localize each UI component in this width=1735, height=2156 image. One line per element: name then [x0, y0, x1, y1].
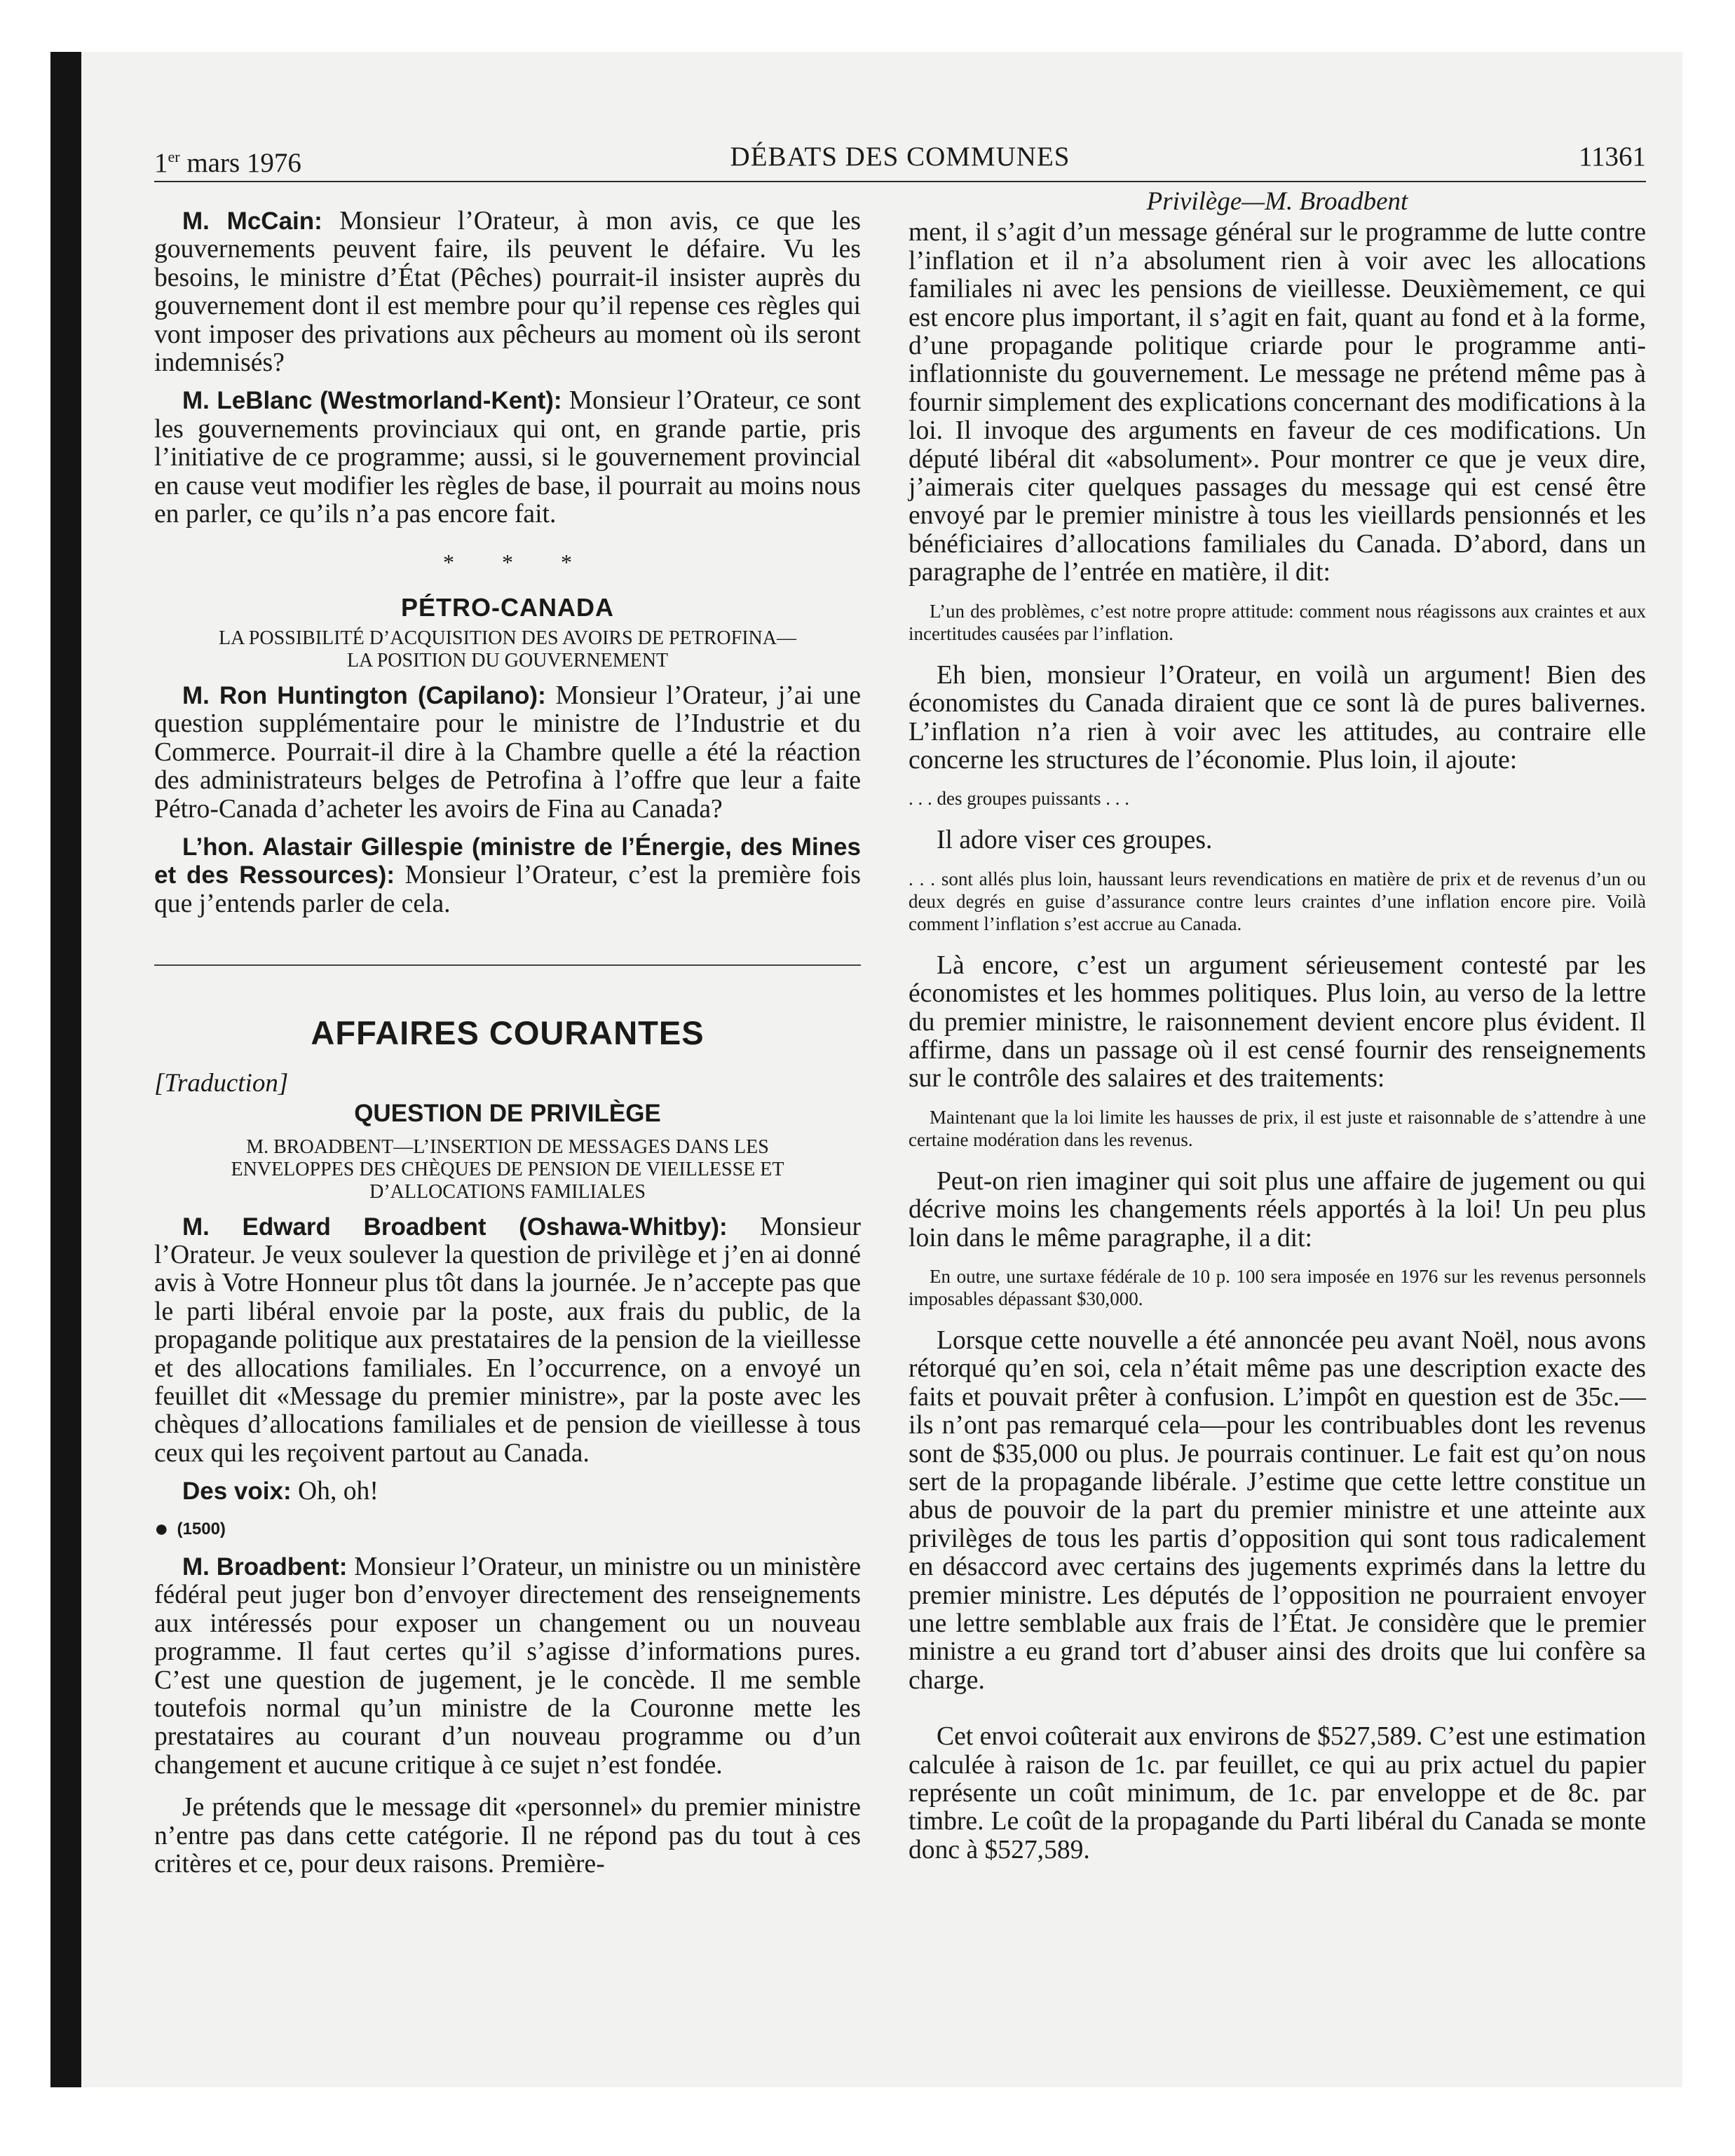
quotation: Maintenant que la loi limite les hausses de prix, il est juste et raisonnable de s’attendre à une certaine modération dans les revenus.: [909, 1106, 1646, 1150]
scan-edge-bar: [50, 52, 81, 2087]
section-title: PÉTRO-CANADA: [401, 592, 614, 622]
paragraph: Cet envoi coûterait aux environs de $527,589. C’est une estimation calculée à raison de 1c. par feuillet, ce qui au prix actuel du papier représente un coût minimum, de 1c. par enveloppe et de 8c. par timbre. Le coût de la propagande du Parti libéral du Canada se monte donc à $527,589.: [909, 1722, 1646, 1864]
quotation: En outre, une surtaxe fédérale de 10 p. 100 sera imposée en 1976 sur les revenus personnels imposables dépassant $30,000.: [909, 1265, 1646, 1309]
paragraph: Des voix: Oh, oh!: [182, 1477, 379, 1506]
paragraph: M. LeBlanc (Westmorland-Kent): Monsieur l’Orateur, ce sont les gouvernements provinciaux qui ont, en grande partie, pris l’initiative de ce programme; aussi, si le gouvernement provincial en cause veut modifier les règles de base, il pourrait au moins nous en parler, ce qu’ils n’a pas encore fait.: [154, 386, 862, 529]
paragraph: Lorsque cette nouvelle a été annoncée peu avant Noël, nous avons rétorqué qu’en soi, cela n’était même pas une description exacte des faits et pouvait prêter à confusion. L’impôt en question est de 35c.—ils n’ont pas remarqué cela—pour les contribuables dont les revenus sont de $35,000 ou plus. Je pourrais continuer. Le fait est qu’on nous sert de la propagande libérale. J’estime que cette lettre constitue un abus de pouvoir de la part du premier ministre et une atteinte aux privilèges de tous les partis d’opposition qui sont tous radicalement en désaccord avec certains des jugements exprimés dans la lettre du premier ministre. Les députés de l’opposition ne pourraient envoyer une lettre semblable aux frais de l’État. Je considère que le premier ministre a eu grand tort d’abuser ainsi des droits que lui confère sa charge.: [909, 1325, 1646, 1695]
header-page-number: 11361: [1578, 142, 1646, 172]
paragraph: Là encore, c’est un argument sérieusement contesté par les économistes et les hommes politiques. Plus loin, au verso de la lettre du premier ministre, le raisonnement devient encore plus évident. Il affirme, dans un passage où il est censé fournir des renseignements sur le contrôle des salaires et des traitements:: [909, 950, 1646, 1093]
paragraph: Je prétends que le message dit «personnel» du premier ministre n’entre pas dans cette catégorie. Il ne répond pas du tout à ces critères et ce, pour deux raisons. Première-: [154, 1793, 861, 1879]
bullet-dot-icon: ●: [154, 1515, 169, 1542]
speaker-name: M. Ron Huntington (Capilano):: [182, 681, 546, 709]
paragraph: M. Broadbent: Monsieur l’Orateur, un ministre ou un ministère fédéral peut juger bon d’envoyer directement des renseignements aux intéressés pour exposer un changement ou un nouveau programme. Il faut certes qu’il s’agisse d’informations pures. C’est une question de jugement, je le concède. Il me semble toutefois normal qu’un ministre de la Couronne mette les prestataires au courant d’un nouveau programme ou d’un changement et aucune critique à ce sujet n’est fondée.: [154, 1553, 861, 1780]
paragraph: ment, il s’agit d’un message général sur le programme de lutte contre l’inflation et il n’a absolument rien à voir avec les allocations familiales ni avec les pensions de vieillesse. Deuxièmement, ce qui est encore plus important, il s’agit en fait, quant au fond et à la forme, d’une propagande politique criarde pour le programme anti-inflationniste du gouvernement. Le message ne prétend même pas à fournir simplement des explications concernant des modifications à la loi. Il invoque des arguments en faveur de ces modifications. Un député libéral dit «absolument». Pour montrer ce que je veux dire, j’aimerais citer quelques passages du message qui est censé être envoyé par le premier ministre à tous les vieillards pensionnés et les bénéficiaires d’allocations familiales du Canada. D’abord, dans un paragraphe de l’entrée en matière, il dit:: [909, 218, 1646, 587]
section-title: AFFAIRES COURANTES: [311, 1014, 705, 1052]
translation-note: [Traduction]: [154, 1069, 289, 1098]
paragraph: M. McCain: Monsieur l’Orateur, à mon avis, ce que les gouvernements peuvent faire, ils peuvent le défaire. Vu les besoins, le ministre d’État (Pêches) pourrait-il insister auprès du gouvernement dont il est membre pour qu’il repense ces règles qui vont imposer des privations aux pêcheurs au moment où ils seront indemnisés?: [154, 207, 861, 378]
header-title: DÉBATS DES COMMUNES: [730, 142, 1070, 172]
paragraph: M. Edward Broadbent (Oshawa-Whitby): Monsieur l’Orateur. Je veux soulever la question de privilège et j’en ai donné avis à Votre Honneur plus tôt dans la journée. Je n’accepte pas que le parti libéral envoie par la poste, aux frais du public, de la propagande politique aux prestataires de la pension de la vieillesse et des allocations familiales. En l’occurrence, on a envoyé un feuillet dit «Message du premier ministre», par la poste avec les chèques d’allocations familiales et de pension de vieillesse à tous ceux qui les reçoivent partout au Canada.: [154, 1212, 862, 1468]
paragraph: Peut-on rien imaginer qui soit plus une affaire de jugement ou qui décrive moins les changements réels apportés à la loi! Un peu plus loin dans le même paragraphe, il a dit:: [909, 1166, 1646, 1253]
header-date: 1er mars 1976: [154, 148, 301, 178]
speaker-name: L’hon. Alastair Gillespie (ministre de l’Énergie, des Mines et des Ressources):: [154, 833, 861, 889]
speaker-name: Des voix:: [182, 1478, 292, 1506]
quotation: . . . sont allés plus loin, haussant leurs revendications en matière de prix et de revenus d’un ou deux degrés en guise d’assurance contre leurs craintes d’une inflation encore pire. Voilà comment l’inflation s’est accrue au Canada.: [909, 868, 1646, 934]
paragraph: L’hon. Alastair Gillespie (ministre de l’Énergie, des Mines et des Ressources): Monsieur l’Orateur, c’est la première fois que j’entends parler de cela.: [154, 833, 862, 918]
scanned-page: [50, 52, 1682, 2087]
page-header: [154, 140, 1646, 182]
quotation: L’un des problèmes, c’est notre propre attitude: comment nous réagissons aux craintes et aux incertitudes causées par l’inflation.: [909, 600, 1646, 644]
running-head: Privilège—M. Broadbent: [1146, 187, 1408, 216]
time-marker: ● (1500): [154, 1515, 226, 1542]
left-column: [154, 192, 861, 1878]
paragraph: Eh bien, monsieur l’Orateur, en voilà un argument! Bien des économistes du Canada diraient que ce sont là de pures balivernes. L’inflation n’a rien à voir avec les attitudes, au contraire elle concerne les structures de l’économie. Plus loin, il ajoute:: [909, 660, 1646, 775]
paragraph: M. Ron Huntington (Capilano): Monsieur l’Orateur, j’ai une question supplémentaire pour le ministre de l’Industrie et du Commerce. Pourrait-il dire à la Chambre quelle a été la réaction des administrateurs belges de Petrofina à l’offre que leur a faite Pétro-Canada d’acheter les avoirs de Fina au Canada?: [154, 681, 862, 824]
speaker-name: M. Broadbent:: [182, 1553, 348, 1581]
speaker-name: M. Edward Broadbent (Oshawa-Whitby):: [182, 1213, 728, 1241]
quotation: . . . des groupes puissants . . .: [909, 788, 1129, 810]
right-column: [909, 187, 1646, 1864]
section-divider: [154, 964, 861, 966]
section-subtitle: M. BROADBENT—L’INSERTION DE MESSAGES DANS LES ENVELOPPES DES CHÈQUES DE PENSION DE VIEILLESSE ET D’ALLOCATIONS FAMILIALES: [231, 1135, 784, 1203]
section-separator-stars: * * *: [443, 550, 593, 575]
section-subtitle: LA POSSIBILITÉ D’ACQUISITION DES AVOIRS DE PETROFINA— LA POSITION DU GOUVERNEMENT: [219, 627, 796, 671]
speaker-name: M. McCain:: [182, 207, 322, 235]
paragraph: Il adore viser ces groupes.: [937, 826, 1213, 855]
speaker-name: M. LeBlanc (Westmorland-Kent):: [182, 387, 562, 415]
section-title: QUESTION DE PRIVILÈGE: [354, 1099, 661, 1127]
